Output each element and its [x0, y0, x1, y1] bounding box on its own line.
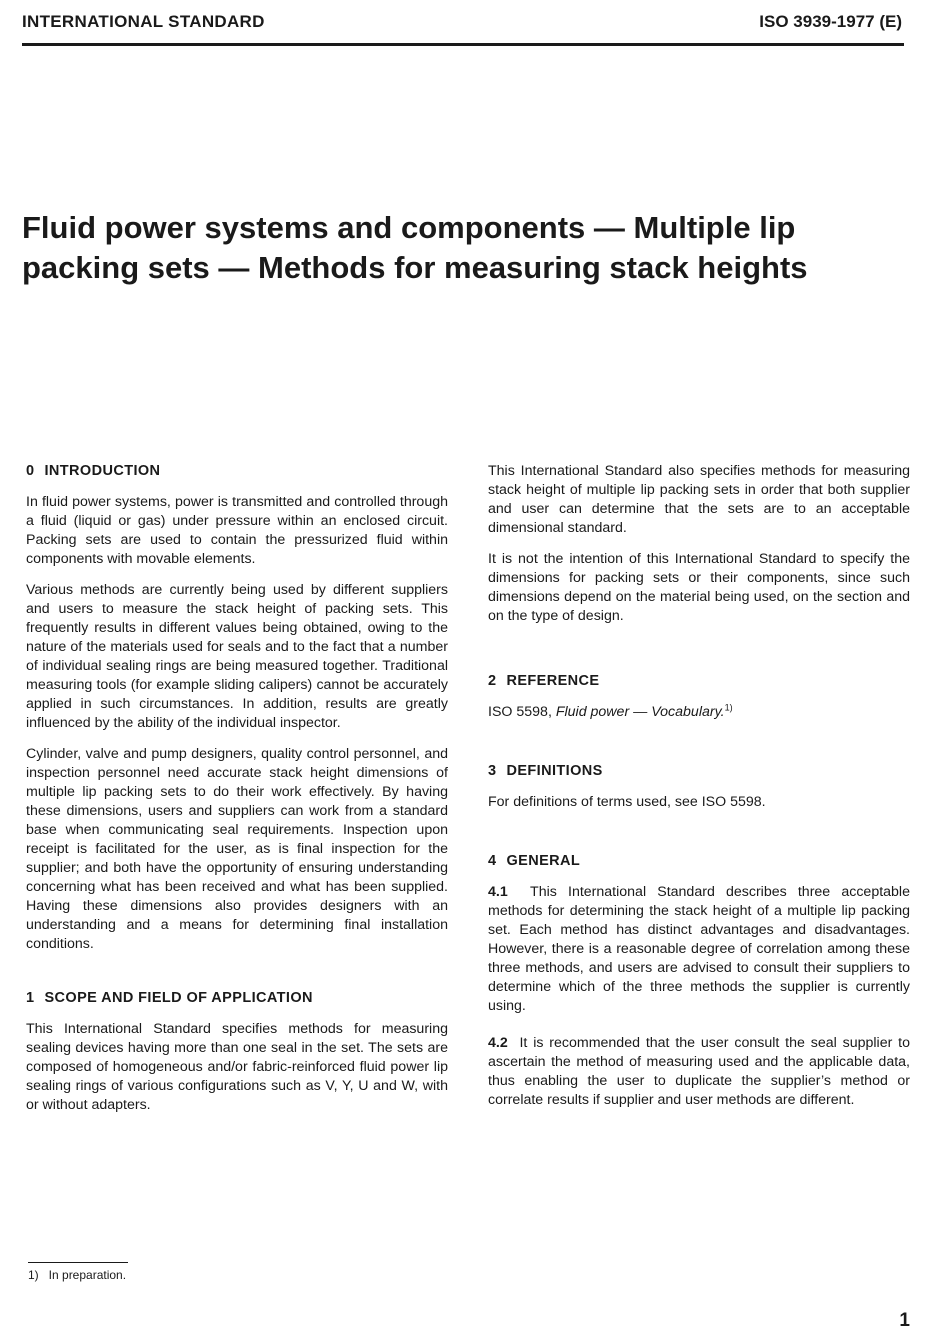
scope-paragraph: This International Standard specifies methods for measuring sealing devices having more than one seal in the set. The sets are composed of homogeneous and/or fabric-reinforced fluid power lip sealing rings of various configurations such as V, Y, U and W, with or without adapters.: [26, 1021, 448, 1113]
header-divider: [22, 43, 904, 46]
section-heading-general: [488, 852, 910, 871]
clause-number: 4.2: [488, 1035, 508, 1051]
document-title: Fluid power systems and components — Multiple lip packing sets — Methods for measuring stack heights: [22, 210, 808, 285]
footnote-marker: 1): [724, 702, 733, 713]
section-title: INTRODUCTION: [44, 463, 161, 479]
section-number: 0: [26, 463, 35, 479]
section-title: DEFINITIONS: [506, 763, 603, 779]
section-title: REFERENCE: [506, 673, 600, 689]
scope-continued-paragraph: This International Standard also specifies methods for measuring stack height of multiple lip packing sets in order that both supplier and user can determine that the sets are to an acceptable dimensional standard.: [488, 463, 910, 536]
section-heading-reference: [488, 672, 910, 691]
section-number: 4: [488, 853, 497, 869]
section-heading-definitions: [488, 762, 910, 781]
right-column: [488, 462, 910, 1122]
reference-title: Fluid power — Vocabulary.: [555, 704, 725, 720]
section-title: GENERAL: [506, 853, 581, 869]
reference-code: ISO 5598,: [488, 704, 556, 720]
clause-text: This International Standard describes three acceptable methods for determining the stack height of a multiple lip packing set. Each method has distinct advantages and disadvantages. However, there is a reasonable degree of correlation among these three methods, and users are advised to consult their suppliers to determine which of the three methods the supplier is currently using.: [488, 884, 910, 1014]
section-heading-introduction: [26, 462, 448, 481]
section-title: SCOPE AND FIELD OF APPLICATION: [44, 990, 313, 1006]
intro-paragraph: Cylinder, valve and pump designers, quality control personnel, and inspection personnel need accurate stack height dimensions of multiple lip packing sets to do their work effectively. By having these dimensions, users and suppliers can work from a standard base when communicating seal requirements. Inspection upon receipt is facilitated for the user, as is final inspection for the supplier; and both have the opportunity of ensuring understanding concerning what has been received and what has been supplied. Having these dimensions also provides designers with an understanding and a means for determining final installation conditions.: [26, 746, 448, 952]
intro-paragraph: In fluid power systems, power is transmitted and controlled through a fluid (liquid or gas) under pressure within an enclosed circuit. Packing sets are used to contain the pressurized fluid within components with movable elements.: [26, 494, 448, 567]
clause-text: It is recommended that the user consult the seal supplier to ascertain the method of measuring used and the applicable data, thus enabling the user to duplicate the supplier’s method or correlate results if supplier and user methods are different.: [488, 1035, 910, 1108]
intro-paragraph: Various methods are currently being used by different suppliers and users to measure the stack height of packing sets. This frequently results in different values being obtained, owing to the nature of the materials used for seals and to the fact that a number of individual sealing rings are being measured together. Traditional measuring tools (for example sliding calipers) cannot be accurately applied in such circumstances. In addition, results are greatly influenced by the ability of the individual inspector.: [26, 582, 448, 731]
page-number: 1: [899, 1310, 910, 1331]
footnote-mark: 1): [28, 1268, 39, 1282]
left-column: [26, 462, 448, 1127]
clause-4-2: [488, 1034, 910, 1110]
section-number: 1: [26, 990, 35, 1006]
footnote-text: In preparation.: [48, 1268, 127, 1282]
section-number: 2: [488, 673, 497, 689]
clause-4-1: [488, 883, 910, 1016]
section-number: 3: [488, 763, 497, 779]
footnote: [28, 1268, 126, 1282]
header-standard-label: INTERNATIONAL STANDARD: [22, 12, 265, 31]
footnote-divider: [28, 1262, 128, 1263]
definitions-paragraph: For definitions of terms used, see ISO 5598.: [488, 794, 766, 810]
reference-entry: [488, 703, 910, 722]
scope-continued-paragraph: It is not the intention of this International Standard to specify the dimensions for packing sets or their components, since such dimensions depend on the material being used, on the section and on the type of design.: [488, 551, 910, 624]
section-heading-scope: [26, 989, 448, 1008]
header-document-number: ISO 3939-1977 (E): [759, 12, 902, 31]
clause-number: 4.1: [488, 884, 508, 900]
